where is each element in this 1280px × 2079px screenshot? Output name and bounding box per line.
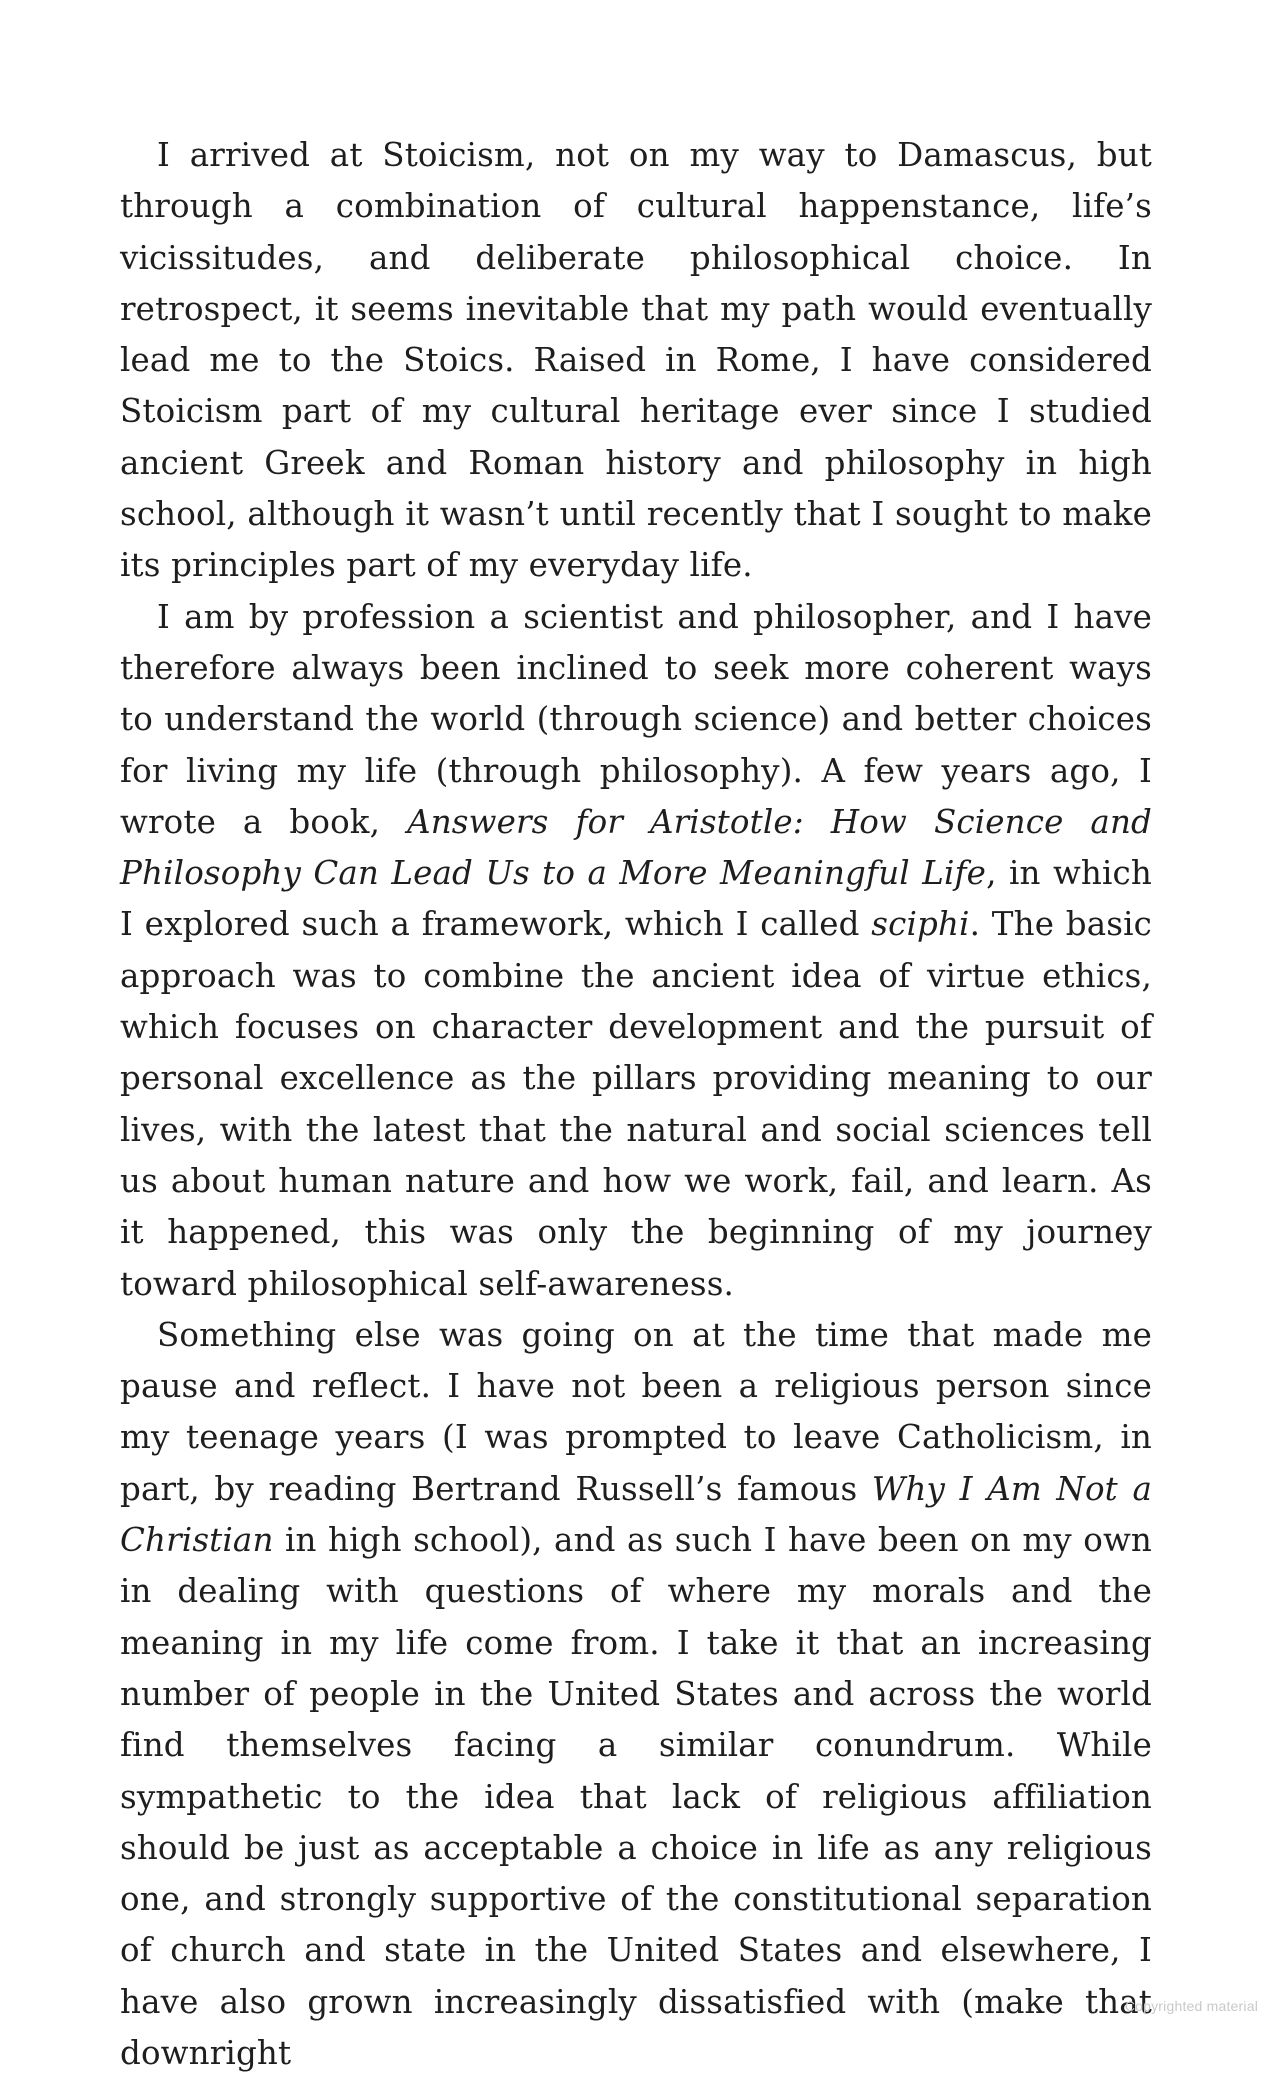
paragraph-2-text-a: I am by profession a scientist and philosopher, and I have therefore always been inclined to seek more coherent ways to understand the world (through science) and better choices for living my life (through philosophy). A few years ago, I wrote a book,	[120, 597, 1152, 841]
paragraph-2	[120, 592, 1152, 1310]
paragraph-3	[120, 1310, 1152, 2079]
paragraph-3-text-b: in high school), and as such I have been on my own in dealing with questions of where my morals and the meaning in my life come from. I take it that an increasing number of people in the United States and across the world find themselves facing a similar conundrum. While sympathetic to the idea that lack of religious affiliation should be just as acceptable a choice in life as any religious one, and strongly supportive of the constitutional separation of church and state in the United States and elsewhere, I have also grown increasingly dissatisfied with (make that downright	[120, 1521, 1152, 2072]
paragraph-2-text-b: , in which I explored such a framework, which I called	[120, 854, 1152, 944]
paragraph-1	[120, 130, 1152, 592]
copyright-watermark: Copyrighted material	[1124, 1998, 1258, 2014]
paragraph-1-text: I arrived at Stoicism, not on my way to Damascus, but through a combination of cultural happenstance, life’s vicissitudes, and deliberate philosophical choice. In retrospect, it seems inevitable that my path would eventually lead me to the Stoics. Raised in Rome, I have considered Stoicism part of my cultural heritage ever since I studied ancient Greek and Roman history and philosophy in high school, although it wasn’t until recently that I sought to make its principles part of my everyday life.	[120, 136, 1152, 585]
book-title-answers-for-aristotle: Answers for Aristotle: How Science and Philosophy Can Lead Us to a More Meaningful Life	[120, 802, 1152, 893]
book-title-why-i-am-not-a-christian: Why I Am Not a Christian	[120, 1469, 1152, 1560]
paragraph-3-text-a: Something else was going on at the time that made me pause and reflect. I have not been a religious person since my teenage years (I was prompted to leave Catholicism, in part, by reading Bertrand Russell’s famous	[120, 1315, 1152, 1508]
term-sciphi: sciphi	[871, 905, 970, 944]
paragraph-2-text-c: . The basic approach was to combine the ancient idea of virtue ethics, which focuses on character development and the pursuit of personal excellence as the pillars providing meaning to our lives, with the latest that the natural and social sciences tell us about human nature and how we work, fail, and learn. As it happened, this was only the beginning of my journey toward philosophical self-awareness.	[120, 905, 1152, 1303]
book-page	[120, 130, 1152, 2079]
